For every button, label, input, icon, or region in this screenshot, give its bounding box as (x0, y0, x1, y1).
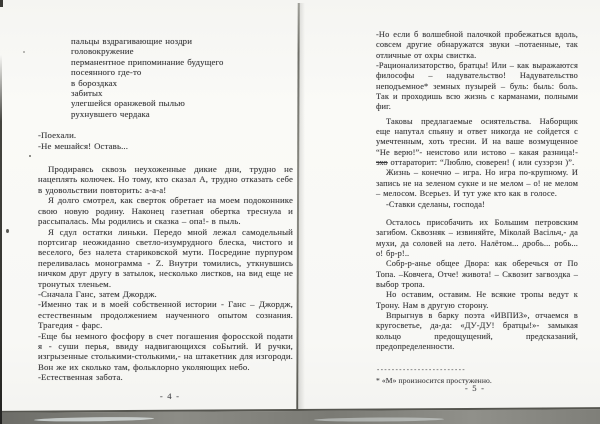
paragraph: -Рационализаторство, братцы! Или – как выражаются философы – надувательство! Надувательство неподъемное* земных пузырей – буль: быль: боль. Так и проходишь всю жизнь с карманами, полными фиг. (376, 61, 578, 112)
dialogue-line: -Поехали. (38, 130, 77, 141)
poem-line: головокружение (71, 46, 134, 57)
dialogue-block (38, 130, 293, 151)
poem (71, 36, 293, 119)
poem-line: пальцы вздрагивающие ноздри (71, 36, 193, 46)
footnote: * «М» произносится простуженно. (376, 376, 492, 385)
poem-line: рухнувшего чердака (71, 108, 150, 119)
paragraph: -Сначала Ганс, затем Джордж. (38, 288, 157, 299)
poem-line: забитых (71, 88, 103, 99)
paragraph: Я сдул остатки линьки. Передо мной лежал самодельный портсигар неожиданно светло-изумрудного блеска, чистого и веселого, без налета стариковской мути. Посредине пурпуром переливалась монограмма - Z. Внутри томились, уткнувшись ничком друг другу в затылок, несколько листков, на вид еще не тронутых тленьем. (38, 226, 293, 289)
struck-word: эхо (376, 158, 388, 168)
paragraph: Впрыгнув в барку поэта «ИВПИЗ», отчаемся в кругосветье, да-да: «ДУ-ДУ! братцы!»- замыкая кольцо предощущений, предсказаний, предопределенности. (376, 310, 578, 351)
paragraph: -Еще бы немного фосфору в счет погашения форосской подати я - суши перья, ввиду надвигающихся соБытий. И ручки, изгрызенные столькими-столькими,- на штакетник для изгороди. Вон же их сколько там, фольклорно уколяющих небо. (38, 330, 293, 372)
page-number: - 4 - (159, 391, 181, 401)
paragraph: -Но если б волшебной палочкой пробежаться вдоль, совсем другие обнаружатся звуки –потаенные, так отличные от охры свистка. (376, 30, 578, 60)
paragraph: -Естественная забота. (38, 372, 123, 383)
paragraph-text: Таковы предлагаемые осиятельства. Наборщик еще напутал спьяну и ответ никогда не сойдется с умечтенным, хоть тресни. И на ваше возмущенное “Не верю!”- неистово или истово – какая разница!- (376, 116, 578, 157)
poem-line: посеянного где-то (71, 67, 142, 78)
paragraph: -Ставки сделаны, господа! (386, 199, 485, 209)
dialogue-line: -Не мешайся! Оставь... (38, 140, 129, 151)
scan-speck (6, 229, 9, 233)
left-scan-edge (0, 55, 2, 424)
poem-line: перманентное припоминание будущего (71, 56, 224, 67)
page-number: - 5 - (464, 383, 486, 393)
paragraph-with-strikeout (376, 117, 578, 169)
paragraph: Осталось присобачить их Большим петровским загибом. Сквозняк – извиняйте, Міколай Васільч,- да мухи, да соловей на лето. Налётом... дробь... робь... о! бр-р!.. (376, 217, 578, 258)
scan-speck (23, 51, 25, 53)
paragraph: Собр-р-анье общее Двора: как оберечься от По Топа. –Ковчега, Отче! живота! – Сквозит загвоздка – выбор тропа. (376, 259, 578, 289)
page-edge-highlight (314, 417, 444, 422)
scan-speck (29, 155, 31, 157)
paragraph: -Именно так и в моей собственной истории - Ганс – Джордж, естественным продолжением наученного опытом сознания. Трагедия - фарс. (38, 299, 293, 331)
bottom-scan-edge (0, 407, 600, 424)
paragraph: Жизнь – конечно – игра. Но игра по-крупному. И запись не на зеленом сукне и не мелом – о! не мелом – мелосом. Всерьез. И тут уже кто как в голосе. (376, 168, 578, 199)
scan-speck (0, 0, 3, 7)
paragraph: Продираясь сквозь неухоженные дикие дни, трудно не нацеплять колючек. Но тому, кто сказал А, трудно отказать себе в удовольствии повторить: а-а-а! (38, 164, 293, 195)
left-page-text (38, 36, 293, 383)
paragraph: Я долго смотрел, как сверток обретает на моем подоконнике свою новую родину. Наконец газетная обертка треснула и рассыпалась. Мы родились и сказка – опа!- в пыль. (38, 195, 293, 227)
right-page-text (376, 30, 578, 352)
gutter-shadow (299, 3, 305, 415)
poem-line: улегшейся оранжевой пылью (71, 98, 185, 109)
poem-line: в бороздках (71, 77, 118, 88)
paragraph: Но оставим, оставим. Не всякие тропы ведут к Трону. Нам в другую сторону. (376, 290, 578, 310)
page-edge-highlight (34, 416, 154, 422)
paragraph-text: оттараторит: “Люблю, сюверен! ( или сузэрэн )”. (387, 158, 575, 168)
footnote-rule: ------------------------ (376, 366, 466, 374)
